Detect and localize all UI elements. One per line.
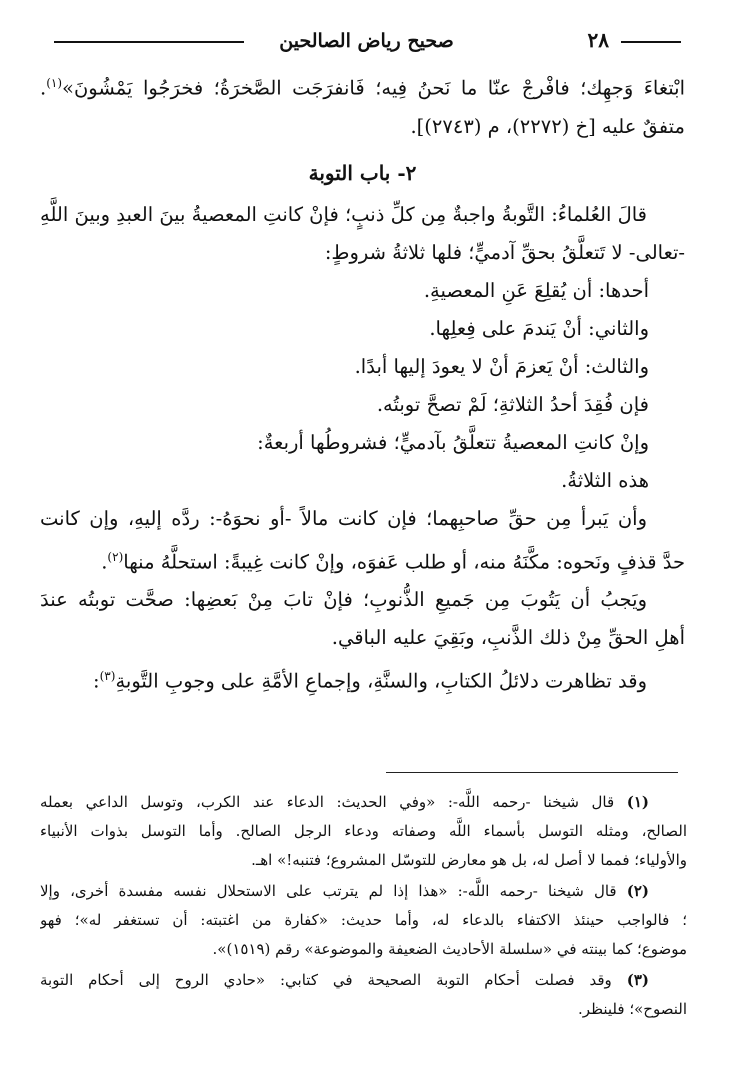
footnote [40, 788, 687, 875]
footnote-label: (٢) [626, 882, 649, 900]
hadith-reference: متفقٌ عليه [خ (٢٢٧٢)، م (٢٧٤٣)]. [410, 114, 685, 138]
footnote-line: (١) قال شيخنا -رحمه اللَّه-: «وفي الحديث: الدعاء عند الكرب، وتوسل الداعي بعمله [40, 793, 649, 811]
running-header [40, 28, 693, 54]
chapter-title: ٢- باب التوبة [308, 160, 417, 185]
footnote-line: النصوح»؛ فلينظر. [578, 1000, 687, 1018]
header-rule-left [54, 41, 244, 43]
footnote-ref-1: (١) [46, 76, 63, 90]
paragraph-line: وقد تظاهرت دلائلُ الكتابِ، والسنَّةِ، وإجماعِ الأمَّةِ على وجوبِ التَّوبةِ$^{(٣)}$: [93, 669, 647, 693]
main-text [40, 64, 685, 701]
footnote-line: (٣) وقد فصلت أحكام التوبة الصحيحة في كتابي: «حادي الروح إلى أحكام التوبة [40, 971, 649, 989]
paragraph-line: وأن يَبرأ مِن حقِّ صاحبِهما؛ فإن كانت مالاً -أو نحوَهُ-: ردَّه إليهِ، وإن كانت [40, 506, 647, 530]
condition-first: أحدها: أن يُقلِعَ عَنِ المعصيةِ. [423, 278, 649, 302]
carryover-line: ابْتغاءَ وَجهِك؛ فافْرجْ عنّا ما نَحنُ فِيه؛ فَانفرَجَت الصَّخرَةُ؛ فخرَجُوا يَمْشُونَ»$^{(١)}$. [40, 76, 685, 100]
paragraph-line: أهلِ الحقِّ مِنْ ذلك الذَّنبِ، وبَقِيَ عليه الباقي. [331, 626, 685, 649]
paragraph-line: حدَّ قذفٍ ونَحوه: مكَّنَهُ منه، أو طلب عَفوَه، وإنْ كانت غِيبةً: استحلَّهُ منها$^{(٢)}$. [101, 549, 685, 573]
footnote-separator [386, 772, 678, 773]
footnote-line: (٢) قال شيخنا -رحمه اللَّه-: «هذا إذا لم يترتب على الاستحلال نفسه مفسدة أخرى، وإلا [40, 882, 649, 900]
footnotes [40, 788, 687, 1026]
footnote-line: والأولياء؛ فمما لا أصل له، بل هو معارض للتوسّل المشروع؛ فتنبه!» اهـ. [251, 851, 687, 869]
paragraph-line: ويَجبُ أن يَتُوبَ مِن جَميعِ الذُّنوبِ؛ فإنْ تابَ مِنْ بَعضِها: صحَّت توبتُه عندَ [40, 588, 647, 611]
footnote-line: الصالح، ومثله التوسل بأسماء اللَّه وصفاته ودعاء الرجل الصالح. وأما التوسل بذوات الأنبياء [40, 822, 687, 840]
human-rights-intro: وإنْ كانتِ المعصيةُ تتعلَّقُ بآدميٍّ؛ فشروطُها أربعةٌ: [257, 430, 649, 454]
footnote-label: (١) [626, 793, 649, 811]
footnote-line: ؛ فالواجب حينئذ الاكتفاء بالدعاء له، وأما حديث: «كفارة من اغتبته: أن تستغفر له»؛ فهو [40, 911, 687, 929]
footnote [40, 966, 687, 1024]
book-title: صحيح رياض الصالحين [279, 30, 454, 52]
footnote-ref-3: (٣) [99, 669, 116, 683]
these-three: هذه الثلاثةُ. [561, 468, 649, 492]
page-number: ٢٨ [587, 28, 609, 52]
footnote-label: (٣) [626, 971, 649, 989]
paragraph-line: -تعالى- لا تَتعلَّقُ بحقِّ آدميٍّ؛ فلها ثلاثةُ شروطٍ: [324, 240, 685, 264]
condition-third: والثالث: أنْ يَعزمَ أنْ لا يعودَ إليها أبدًا. [354, 354, 649, 378]
footnote-line: موضوع؛ كما بينته في «سلسلة الأحاديث الضعيفة والموضوعة» رقم (١٥١٩)». [212, 940, 687, 958]
footnote [40, 877, 687, 964]
condition-second: والثاني: أنْ يَندمَ على فِعلِها. [429, 316, 649, 340]
footnote-ref-2: (٢) [107, 549, 124, 564]
paragraph-line: قالَ العُلماءُ: التَّوبةُ واجبةٌ مِن كلِّ ذنبٍ؛ فإنْ كانتِ المعصيةُ بينَ العبدِ وبينَ اللَّهِ [40, 202, 647, 226]
condition-missing: فإن فُقِدَ أحدُ الثلاثةِ؛ لَمْ تصحَّ توبتُه. [376, 392, 649, 416]
